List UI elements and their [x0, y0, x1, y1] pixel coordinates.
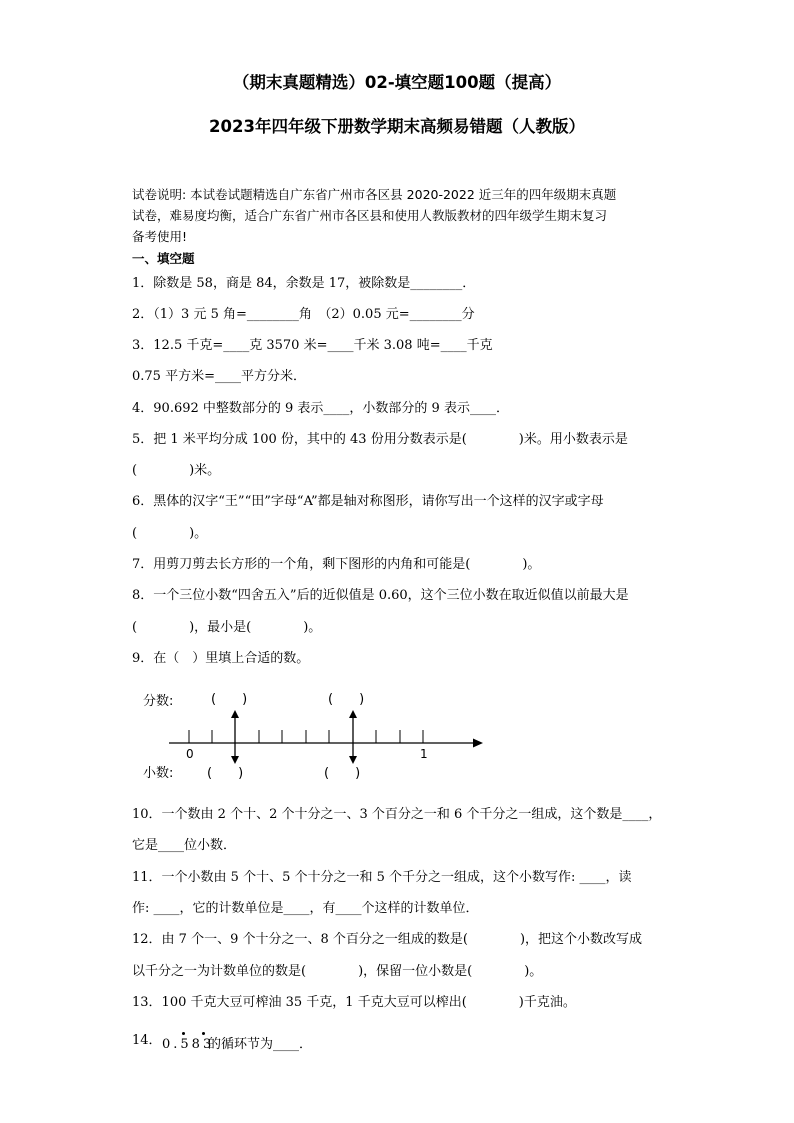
question-3: 3．12.5 千克=____克 3570 米=____千米 3.08 吨=____千克 [132, 338, 493, 353]
repeating-decimal: 0.583 [162, 1037, 215, 1052]
question-11-cont: 作: ____，它的计数单位是____，有____个这样的计数单位． [132, 901, 479, 916]
question-12-cont: 以千分之一为计数单位的数是( )，保留一位小数是( )。 [132, 964, 543, 979]
number-line-figure [135, 685, 495, 785]
decimal-blank-2: ( ) [324, 766, 361, 781]
question-1: 1．除数是 58，商是 84，余数是 17，被除数是________． [132, 276, 476, 291]
double-arrow-1 [231, 710, 239, 764]
question-8: 8．一个三位小数“四舍五入”后的近似值是 0.60，这个三位小数在取近似值以前最大是 [132, 588, 629, 603]
question-14-text: 的循环节为____． [208, 1037, 313, 1052]
fraction-blank-2: ( ) [328, 692, 365, 707]
decimal-blank-1: ( ) [207, 766, 244, 781]
intro-line-3: 备考使用! [132, 229, 188, 244]
question-14 [132, 1027, 322, 1051]
tick-label-one: 1 [420, 747, 428, 761]
decimal-label: 小数: [143, 766, 174, 781]
repeat-dot-start [182, 1032, 185, 1035]
question-5: 5．把 1 米平均分成 100 份，其中的 43 份用分数表示是( )米。用小数表示是 [132, 432, 628, 447]
tick-marks [189, 730, 423, 743]
double-arrow-2 [349, 710, 357, 764]
question-9: 9．在（ ）里填上合适的数。 [132, 651, 310, 666]
question-6-cont: ( )。 [132, 526, 208, 541]
question-5-cont: ( )米。 [132, 463, 221, 478]
question-10: 10．一个数由 2 个十、2 个十分之一、3 个百分之一和 6 个千分之一组成，这个数是____， [132, 807, 662, 822]
question-12: 12．由 7 个一、9 个十分之一、8 个百分之一组成的数是( )，把这个小数改写成 [132, 932, 643, 947]
question-4: 4．90.692 中整数部分的 9 表示____，小数部分的 9 表示____． [132, 401, 509, 416]
tick-label-zero: 0 [186, 747, 194, 761]
question-2: 2．（1）3 元 5 角=________角 （2）0.05 元=________分 [132, 307, 475, 322]
question-7: 7．用剪刀剪去长方形的一个角，剩下图形的内角和可能是( )。 [132, 557, 541, 572]
section-title: 一、填空题 [132, 251, 195, 266]
intro-line-1: 试卷说明: 本试卷试题精选自广东省广州市各区县 2020-2022 近三年的四年级期末真题 [132, 187, 617, 202]
question-13: 13．100 千克大豆可榨油 35 千克，1 千克大豆可以榨出( )千克油。 [132, 995, 576, 1010]
question-6: 6．黑体的汉字“王”“田”字母“A”都是轴对称图形，请你写出一个这样的汉字或字母 [132, 494, 604, 509]
question-14-number: 14． [132, 1033, 162, 1048]
repeat-dot-end [202, 1032, 205, 1035]
title-line-1: （期末真题精选）02-填空题100题（提高） [232, 73, 562, 92]
fraction-blank-1: ( ) [211, 692, 248, 707]
question-11: 11．一个小数由 5 个十、5 个十分之一和 5 个千分之一组成，这个小数写作: ____，读 [132, 870, 632, 885]
question-10-cont: 它是____位小数． [132, 838, 237, 853]
fraction-label: 分数: [143, 694, 174, 709]
title-line-2: 2023年四年级下册数学期末高频易错题（人教版） [209, 117, 585, 136]
question-3-cont: 0.75 平方米=____平方分米． [132, 369, 306, 384]
axis-arrow-head [473, 739, 483, 748]
question-8-cont: ( )，最小是( )。 [132, 620, 322, 635]
intro-line-2: 试卷，难易度均衡，适合广东省广州市各区县和使用人教版教材的四年级学生期末复习 [132, 208, 608, 223]
